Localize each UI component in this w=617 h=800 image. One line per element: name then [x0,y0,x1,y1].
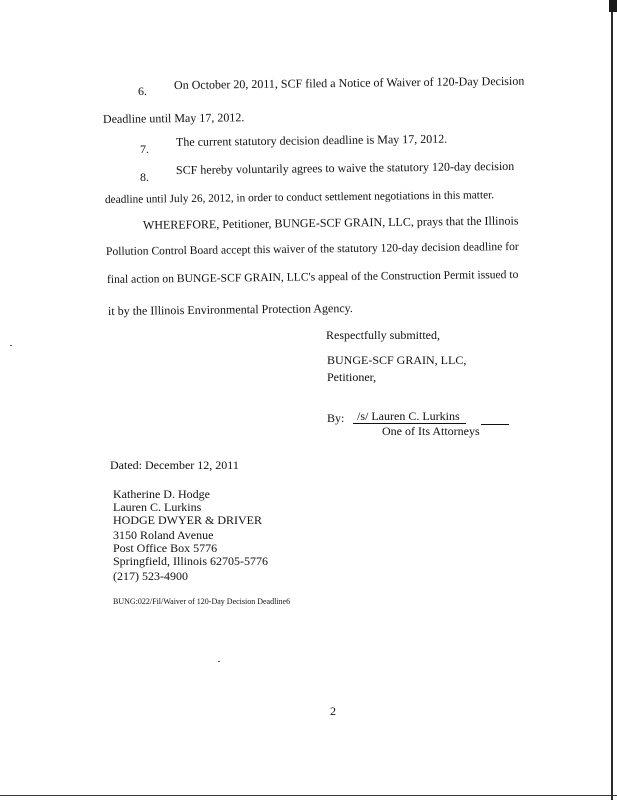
counsel-city: Springfield, Illinois 62705-5776 [113,554,268,568]
signature-by-label: By: [327,411,345,425]
paragraph-8-line-2: deadline until July 26, 2012, in order to conduct settlement negotiations in this matter. [104,189,495,206]
paragraph-6-line-2: Deadline until May 17, 2012. [102,110,245,126]
paragraph-8-number: 8. [140,170,149,184]
file-reference: BUNG:022/Fil/Waiver of 120-Day Decision Deadline6 [113,597,291,606]
counsel-name-1: Katherine D. Hodge [113,487,210,501]
signature-line-tail [481,424,509,425]
wherefore-line-1: WHEREFORE, Petitioner, BUNGE-SCF GRAIN, LLC, prays that the Illinois [142,213,519,232]
scan-edge-bottom [0,795,617,796]
counsel-firm: HODGE DWYER & DRIVER [113,513,262,527]
scan-edge-right [611,0,613,800]
signature-line [353,409,466,424]
scan-edge-top-right [609,0,617,12]
wherefore-line-4: it by the Illinois Environmental Protection Agency. [107,301,353,318]
counsel-phone: (217) 523-4900 [113,569,188,583]
page-number: 2 [330,704,336,718]
paragraph-6-line-1: On October 20, 2011, SCF filed a Notice of Waiver of 120-Day Decision [173,73,525,92]
dated-line: Dated: December 12, 2011 [110,458,239,472]
counsel-street: 3150 Roland Avenue [113,528,214,542]
counsel-name-2: Lauren C. Lurkins [113,500,202,514]
scan-speck [10,345,12,346]
paragraph-7-line-1: The current statutory decision deadline is May 17, 2012. [175,131,448,149]
signature-party-name: BUNGE-SCF GRAIN, LLC, [327,353,467,367]
wherefore-line-2: Pollution Control Board accept this waiver of the statutory 120-day decision deadline for [105,239,519,258]
closing-respectfully-submitted: Respectfully submitted, [326,328,440,342]
signature-caption: One of Its Attorneys [382,424,480,438]
signature-party-role: Petitioner, [327,370,377,384]
paragraph-7-number: 7. [140,142,149,156]
paragraph-8-line-1: SCF hereby voluntarily agrees to waive the statutory 120-day decision [175,158,515,177]
wherefore-line-3: final action on BUNGE-SCF GRAIN, LLC's appeal of the Construction Permit issued to [106,267,519,286]
signature-text: /s/ Lauren C. Lurkins [357,409,460,423]
scan-speck [218,661,220,662]
paragraph-6-number: 6. [138,84,147,98]
counsel-po-box: Post Office Box 5776 [113,541,218,555]
